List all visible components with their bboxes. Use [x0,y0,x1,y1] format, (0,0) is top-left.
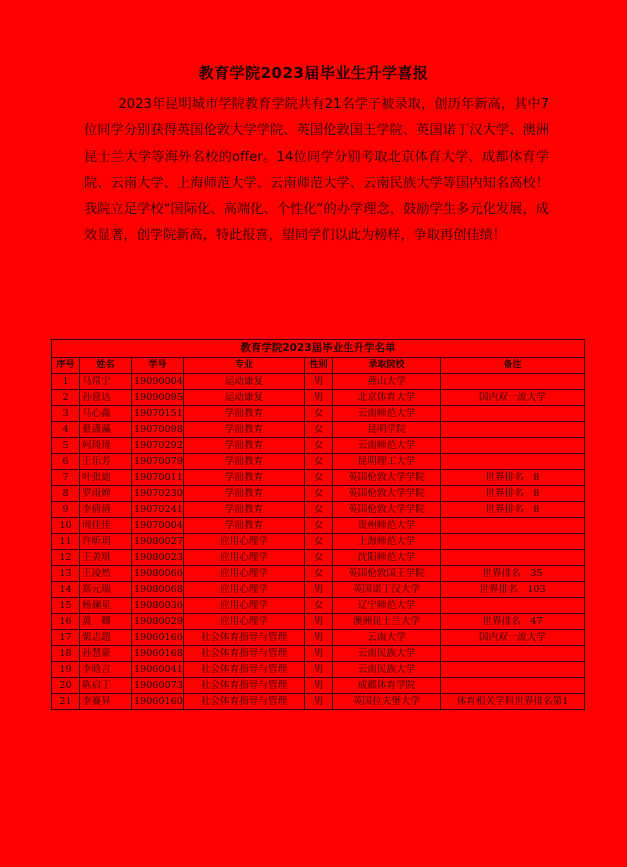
cell-remarks [441,534,585,550]
cell-student-id: 19070011 [132,470,184,486]
cell-index: 7 [52,470,80,486]
cell-school: 云南大学 [333,630,441,646]
cell-gender: 男 [305,582,333,598]
cell-student-id: 19060166 [132,630,184,646]
cell-remarks [441,518,585,534]
cell-major: 运动康复 [184,374,305,390]
table-caption: 教育学院2023届毕业生升学名单 [52,340,585,358]
cell-index: 4 [52,422,80,438]
table-row [52,534,585,550]
cell-school: 贵州师范大学 [333,518,441,534]
cell-gender: 男 [305,390,333,406]
cell-major: 社会体育指导与管理 [184,646,305,662]
cell-school: 上海师范大学 [333,534,441,550]
cell-gender: 女 [305,550,333,566]
cell-school: 成都体育学院 [333,678,441,694]
table-row [52,582,585,598]
cell-index: 16 [52,614,80,630]
cell-name: 孙意达 [80,390,132,406]
table-row [52,454,585,470]
cell-name: 李倩倩 [80,502,132,518]
cell-index: 21 [52,694,80,710]
table-row [52,614,585,630]
cell-student-id: 19090095 [132,390,184,406]
cell-major: 社会体育指导与管理 [184,694,305,710]
cell-major: 社会体育指导与管理 [184,630,305,646]
cell-remarks [441,422,585,438]
cell-name: 许昕玥 [80,534,132,550]
table-row [52,390,585,406]
cell-gender: 男 [305,614,333,630]
table-caption-row [52,340,585,358]
table-row [52,566,585,582]
cell-name: 马常宁 [80,374,132,390]
cell-index: 18 [52,646,80,662]
page-title: 教育学院2023届毕业生升学喜报 [198,64,429,82]
col-header-index: 序号 [52,358,80,374]
cell-gender: 女 [305,406,333,422]
cell-student-id: 19060168 [132,646,184,662]
cell-major: 应用心理学 [184,566,305,582]
cell-major: 学前教育 [184,486,305,502]
cell-remarks [441,678,585,694]
cell-major: 学前教育 [184,422,305,438]
table-row [52,662,585,678]
cell-school: 英国诺丁汉大学 [333,582,441,598]
cell-gender: 女 [305,486,333,502]
table-row [52,406,585,422]
cell-student-id: 19070098 [132,422,184,438]
cell-school: 云南民族大学 [333,646,441,662]
col-header-name: 姓名 [80,358,132,374]
cell-school: 英国伦敦国王学院 [333,566,441,582]
cell-remarks [441,438,585,454]
cell-school: 英国拉夫堡大学 [333,694,441,710]
cell-major: 学前教育 [184,438,305,454]
cell-gender: 女 [305,534,333,550]
table-row [52,518,585,534]
cell-major: 学前教育 [184,502,305,518]
table-row [52,646,585,662]
cell-name: 陈启丁 [80,678,132,694]
cell-student-id: 19080036 [132,598,184,614]
cell-student-id: 19080027 [132,534,184,550]
cell-major: 社会体育指导与管理 [184,662,305,678]
cell-student-id: 19060073 [132,678,184,694]
cell-index: 12 [52,550,80,566]
cell-index: 8 [52,486,80,502]
cell-index: 19 [52,662,80,678]
intro-paragraph: 2023年昆明城市学院教育学院共有21名学子被录取，创历年新高，其中7位同学分别获得英国伦敦大学学院、英国伦敦国王学院、英国诺丁汉大学、澳洲昆士兰大学等海外名校的offer。14位同学分别考取北京体育大学、成都体育学院、云南大学、上海师范大学、云南师范大学、云南民族大学等国内知名高校！我院立足学校“国际化、高端化、个性化”的办学理念，鼓励学生多元化发展，成效显著，创学院新高，特此报喜，望同学们以此为榜样，争取再创佳绩！ [84,97,549,244]
cell-remarks [441,374,585,390]
cell-student-id: 19070230 [132,486,184,502]
cell-remarks: 世界排名 8 [441,486,585,502]
cell-student-id: 19080023 [132,550,184,566]
cell-major: 应用心理学 [184,582,305,598]
cell-name: 郑元瑞 [80,582,132,598]
cell-school: 英国伦敦大学学院 [333,486,441,502]
cell-gender: 男 [305,678,333,694]
cell-school: 英国伦敦大学学院 [333,502,441,518]
admission-table-container [51,339,584,710]
cell-gender: 男 [305,694,333,710]
cell-name: 栗志超 [80,630,132,646]
cell-gender: 男 [305,630,333,646]
cell-student-id: 19090004 [132,374,184,390]
cell-index: 15 [52,598,80,614]
cell-school: 英国伦敦大学学院 [333,470,441,486]
cell-name: 黄 卿 [80,614,132,630]
cell-remarks: 国内双一流大学 [441,630,585,646]
cell-school: 昆明学院 [333,422,441,438]
cell-name: 王乐芳 [80,454,132,470]
col-header-remarks: 备注 [441,358,585,374]
cell-student-id: 19060041 [132,662,184,678]
cell-gender: 男 [305,662,333,678]
cell-gender: 男 [305,646,333,662]
table-row [52,630,585,646]
cell-name: 李赛昇 [80,694,132,710]
cell-gender: 女 [305,566,333,582]
cell-student-id: 19080068 [132,582,184,598]
cell-student-id: 19070241 [132,502,184,518]
cell-school: 燕山大学 [333,374,441,390]
cell-gender: 女 [305,454,333,470]
cell-index: 10 [52,518,80,534]
table-row [52,598,585,614]
cell-gender: 男 [305,374,333,390]
table-row [52,438,585,454]
table-row [52,694,585,710]
cell-student-id: 19070079 [132,454,184,470]
cell-remarks: 体育相关学科世界排名第1 [441,694,585,710]
cell-remarks: 世界排名 8 [441,502,585,518]
cell-index: 17 [52,630,80,646]
cell-student-id: 19070151 [132,406,184,422]
cell-index: 5 [52,438,80,454]
cell-major: 学前教育 [184,518,305,534]
cell-gender: 女 [305,502,333,518]
cell-name: 马心淼 [80,406,132,422]
cell-school: 昆明理工大学 [333,454,441,470]
cell-school: 沈阳师范大学 [333,550,441,566]
cell-index: 6 [52,454,80,470]
cell-student-id: 19080066 [132,566,184,582]
cell-remarks [441,406,585,422]
cell-name: 叶张迪 [80,470,132,486]
table-row [52,486,585,502]
cell-remarks: 世界排名 35 [441,566,585,582]
cell-gender: 女 [305,422,333,438]
table-body [52,374,585,710]
table-row [52,470,585,486]
cell-remarks: 世界排名 8 [441,470,585,486]
cell-major: 学前教育 [184,454,305,470]
cell-gender: 女 [305,470,333,486]
col-header-school: 录取院校 [333,358,441,374]
cell-gender: 女 [305,518,333,534]
cell-gender: 女 [305,438,333,454]
cell-name: 蔡潇瀛 [80,422,132,438]
cell-remarks [441,454,585,470]
cell-name: 李晗言 [80,662,132,678]
col-header-student-id: 学号 [132,358,184,374]
cell-name: 杨澜星 [80,598,132,614]
table-row [52,550,585,566]
cell-major: 应用心理学 [184,598,305,614]
cell-major: 学前教育 [184,470,305,486]
cell-index: 1 [52,374,80,390]
cell-gender: 女 [305,598,333,614]
cell-major: 学前教育 [184,406,305,422]
cell-school: 云南师范大学 [333,406,441,422]
cell-student-id: 19080029 [132,614,184,630]
col-header-major: 专业 [184,358,305,374]
cell-name: 何琦琦 [80,438,132,454]
cell-name: 孙慧豪 [80,646,132,662]
col-header-gender: 性别 [305,358,333,374]
cell-major: 应用心理学 [184,550,305,566]
cell-remarks: 国内双一流大学 [441,390,585,406]
cell-index: 2 [52,390,80,406]
table-row [52,422,585,438]
cell-index: 20 [52,678,80,694]
cell-name: 王凌然 [80,566,132,582]
cell-school: 云南师范大学 [333,438,441,454]
cell-major: 运动康复 [184,390,305,406]
admission-table [51,339,585,710]
cell-school: 澳洲昆士兰大学 [333,614,441,630]
cell-student-id: 19070292 [132,438,184,454]
cell-remarks [441,598,585,614]
cell-major: 应用心理学 [184,614,305,630]
cell-major: 应用心理学 [184,534,305,550]
table-header-row [52,358,585,374]
cell-student-id: 19070004 [132,518,184,534]
cell-name: 王美琪 [80,550,132,566]
cell-name: 罗雨婵 [80,486,132,502]
cell-school: 辽宁师范大学 [333,598,441,614]
cell-index: 11 [52,534,80,550]
table-row [52,502,585,518]
cell-student-id: 19060160 [132,694,184,710]
cell-remarks [441,646,585,662]
cell-index: 13 [52,566,80,582]
cell-index: 9 [52,502,80,518]
table-row [52,678,585,694]
table-row [52,374,585,390]
cell-index: 3 [52,406,80,422]
cell-remarks: 世界排名 47 [441,614,585,630]
cell-name: 周佳佳 [80,518,132,534]
cell-major: 社会体育指导与管理 [184,678,305,694]
cell-index: 14 [52,582,80,598]
cell-school: 云南民族大学 [333,662,441,678]
cell-school: 北京体育大学 [333,390,441,406]
cell-remarks [441,662,585,678]
cell-remarks [441,550,585,566]
cell-remarks: 世界排名 103 [441,582,585,598]
